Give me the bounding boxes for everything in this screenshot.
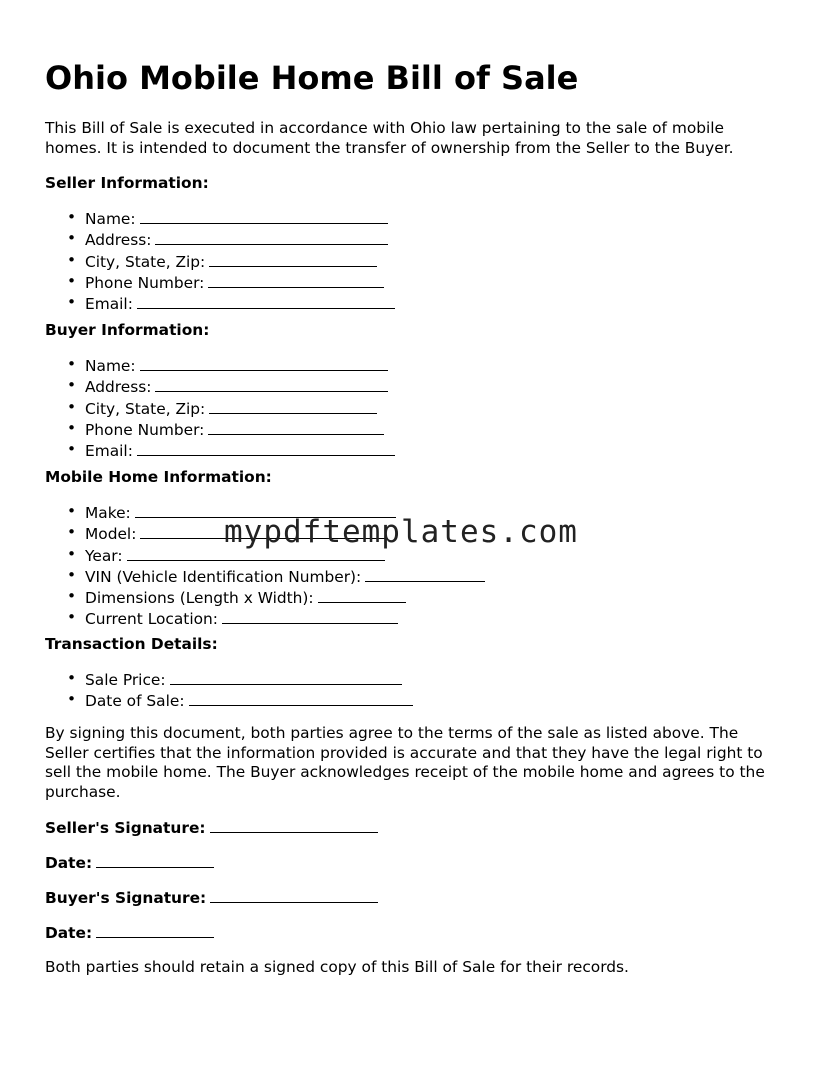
transaction-heading: Transaction Details: <box>45 635 218 653</box>
seller-signature-line: Seller's Signature: <box>45 817 378 838</box>
closing-paragraph: Both parties should retain a signed copy of this Bill of Sale for their records. <box>45 958 629 976</box>
seller-email-blank[interactable] <box>137 293 395 309</box>
seller-heading: Seller Information: <box>45 174 209 192</box>
buyer-city-blank[interactable] <box>209 398 377 414</box>
transaction-field-list <box>45 669 413 712</box>
buyer-phone-field: • Phone Number: <box>45 419 395 440</box>
dimensions-blank[interactable] <box>318 587 406 603</box>
buyer-date-line: Date: <box>45 922 214 943</box>
buyer-date-blank[interactable] <box>96 922 214 938</box>
seller-address-field: • Address: <box>45 229 395 250</box>
intro-paragraph: This Bill of Sale is executed in accordance with Ohio law pertaining to the sale of mobile homes. It is intended to document the transfer of ownership from the Seller to the Buyer. <box>45 119 734 157</box>
vin-blank[interactable] <box>365 566 485 582</box>
buyer-city-field: • City, State, Zip: <box>45 398 395 419</box>
seller-date-blank[interactable] <box>96 852 214 868</box>
buyer-signature-blank[interactable] <box>210 887 378 903</box>
seller-name-blank[interactable] <box>140 208 388 224</box>
sale-price-field: • Sale Price: <box>45 669 413 690</box>
location-field: • Current Location: <box>45 608 485 629</box>
mobile-home-heading: Mobile Home Information: <box>45 468 272 486</box>
buyer-email-field: • Email: <box>45 440 395 461</box>
seller-signature-blank[interactable] <box>210 817 378 833</box>
dimensions-field: • Dimensions (Length x Width): <box>45 587 485 608</box>
buyer-heading: Buyer Information: <box>45 321 210 339</box>
buyer-email-blank[interactable] <box>137 440 395 456</box>
sale-price-blank[interactable] <box>170 669 402 685</box>
seller-city-blank[interactable] <box>209 251 377 267</box>
buyer-signature-line: Buyer's Signature: <box>45 887 378 908</box>
buyer-field-list <box>45 355 395 461</box>
buyer-address-field: • Address: <box>45 376 395 397</box>
model-field: • Model: <box>45 523 485 544</box>
seller-field-list <box>45 208 395 314</box>
agreement-paragraph: By signing this document, both parties agree to the terms of the sale as listed above. The Seller certifies that the information provided is accurate and that they have the legal right to sell the mobile home. The Buyer acknowledges receipt of the mobile home and agrees to the purchase. <box>45 724 765 801</box>
seller-email-field: • Email: <box>45 293 395 314</box>
location-blank[interactable] <box>222 608 398 624</box>
date-of-sale-field: • Date of Sale: <box>45 690 413 711</box>
seller-phone-blank[interactable] <box>208 272 384 288</box>
year-field: • Year: <box>45 545 485 566</box>
buyer-name-blank[interactable] <box>140 355 388 371</box>
document-title: Ohio Mobile Home Bill of Sale <box>45 59 579 97</box>
seller-phone-field: • Phone Number: <box>45 272 395 293</box>
seller-city-field: • City, State, Zip: <box>45 251 395 272</box>
buyer-name-field: • Name: <box>45 355 395 376</box>
vin-field: • VIN (Vehicle Identification Number): <box>45 566 485 587</box>
seller-date-line: Date: <box>45 852 214 873</box>
buyer-address-blank[interactable] <box>155 376 388 392</box>
seller-name-field: • Name: <box>45 208 395 229</box>
date-of-sale-blank[interactable] <box>189 690 413 706</box>
watermark-text: mypdftemplates.com <box>224 514 578 550</box>
make-field: • Make: <box>45 502 485 523</box>
seller-address-blank[interactable] <box>155 229 388 245</box>
buyer-phone-blank[interactable] <box>208 419 384 435</box>
